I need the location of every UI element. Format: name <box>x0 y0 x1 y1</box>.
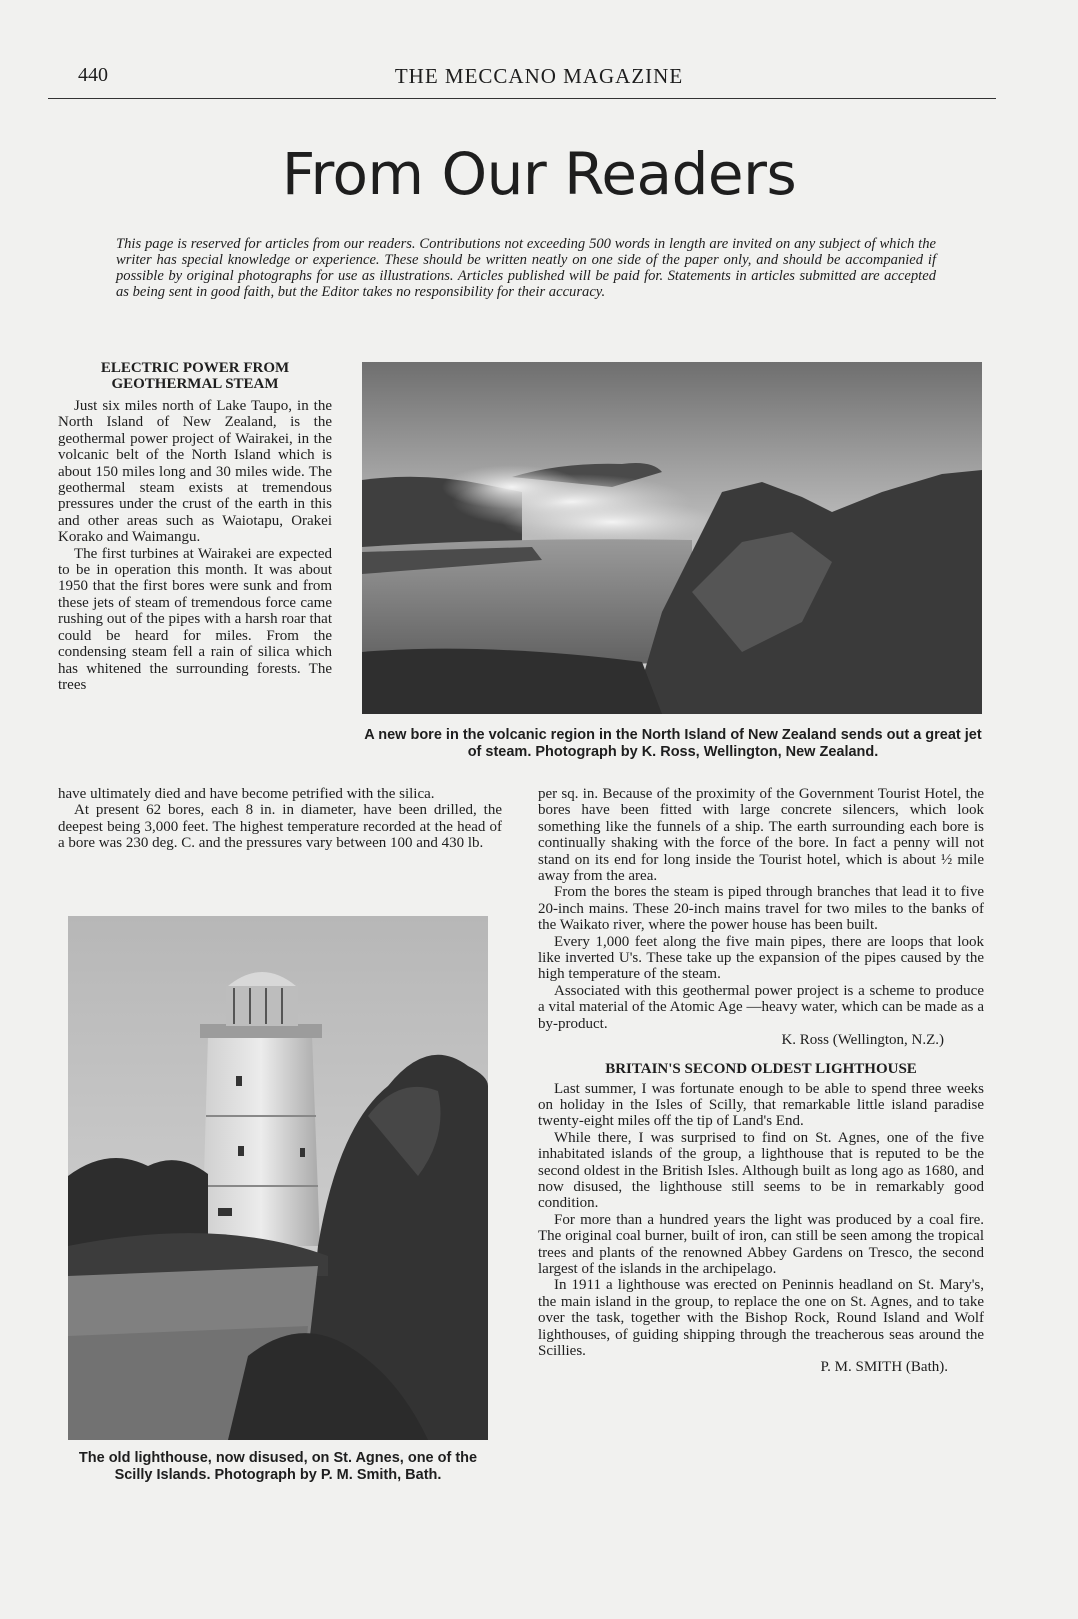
paragraph: Every 1,000 feet along the five main pipes, there are loops that look like inverted U's. These take up the expansion of the pipes caused by the high temperature of the steam. <box>538 933 984 983</box>
page-number: 440 <box>78 64 108 86</box>
paragraph: From the bores the steam is piped through branches that lead it to five 20-inch mains. These 20-inch mains travel for two miles to the banks of the Waikato river, where the power house has been built. <box>538 884 984 934</box>
paragraph: While there, I was surprised to find on St. Agnes, one of the five inhabitated islands of the group, a lighthouse that is reputed to be the second oldest in the British Isles. Although built as long ago as 1680, and now disused, the lighthouse still seems to be in remarkably good condition. <box>538 1129 984 1212</box>
paragraph: In 1911 a lighthouse was erected on Peninnis headland on St. Mary's, the main island in the group, to replace the one on St. Agnes, and to take over the task, together with the Bishop Rock, Round Island and Wolf lighthouses, of guiding shipping through the treacherous seas around the Scillies. <box>538 1277 984 1359</box>
page-title: From Our Readers <box>281 140 797 208</box>
paragraph: Associated with this geothermal power project is a scheme to produce a vital material of the Atomic Age —heavy water, which can be made as a by-product. <box>538 982 984 1032</box>
paragraph: Just six miles north of Lake Taupo, in the North Island of New Zealand, is the geothermal power project of Wairakei, in the volcanic belt of the North Island which is about 150 miles long and 30 miles wide. The geothermal steam exists at tremendous pressures under the crust of the earth in this and other areas such as Waiotapu, Orakei Korako and Waimangu. <box>58 398 332 546</box>
intro-note: This page is reserved for articles from our readers. Contributions not exceeding 500 words in length are invited on any subject of which the writer has special knowledge or experience. These should be written neatly on one side of the paper only, and should be accompanied if possible by original photographs for use as illustrations. Articles published will be paid for. Statements in articles submitted are accepted as being sent in good faith, but the Editor takes no responsibility for their accuracy. <box>116 236 936 300</box>
right-column <box>538 786 984 1376</box>
paragraph: Last summer, I was fortunate enough to be able to spend three weeks on holiday in the Isles of Scilly, that remarkable little island paradise twenty-eight miles off the tip of Land's End. <box>538 1080 984 1130</box>
article-geothermal-column-1 <box>58 360 332 693</box>
paragraph: At present 62 bores, each 8 in. in diameter, have been drilled, the deepest being 3,000 feet. The highest temperature recorded at the head of a bore was 230 deg. C. and the pressures vary between 100 and 430 lb. <box>58 802 502 852</box>
article-geothermal-column-2 <box>58 786 502 852</box>
header-rule <box>48 98 996 99</box>
author-signature: P. M. SMITH (Bath). <box>820 1359 948 1376</box>
steam-bore-photo-caption: A new bore in the volcanic region in the North Island of New Zealand sends out a great jet of steam. Photograph by K. Ross, Wellington, New Zealand. <box>364 727 982 760</box>
paragraph: have ultimately died and have become petrified with the silica. <box>58 786 435 802</box>
paragraph: per sq. in. Because of the proximity of the Government Tourist Hotel, the bores have been fitted with large concrete silencers, which look something like the funnels of a ship. The earth surrounding each bore is continually shaking with the force of the bore. In fact a penny will not stand on its end for long inside the Tourist hotel, which is about ½ mile away from the area. <box>538 786 984 885</box>
lighthouse-illustration <box>68 916 488 1440</box>
lighthouse-photo-caption: The old lighthouse, now disused, on St. Agnes, one of the Scilly Islands. Photograph by P. M. Smith, Bath. <box>78 1450 478 1483</box>
steam-bore-illustration <box>362 362 982 714</box>
article-heading: ELECTRIC POWER FROM GEOTHERMAL STEAM <box>100 360 290 392</box>
paragraph: The first turbines at Wairakei are expected to be in operation this month. It was about 1950 that the first bores were sunk and from these jets of steam of tremendous force came rushing out of the pipes with a harsh roar that could be heard for miles. From the condensing steam fell a rain of silica which has whitened the surrounding forests. The trees <box>58 545 332 693</box>
paragraph: For more than a hundred years the light was produced by a coal fire. The original coal burner, built of iron, can still be seen among the tropical trees and plants of the renowned Abbey Gardens on Tresco, the second largest of the islands in the archipelago. <box>538 1211 984 1277</box>
steam-bore-photo <box>362 362 982 714</box>
running-head: THE MECCANO MAGAZINE <box>394 64 684 88</box>
author-signature: K. Ross (Wellington, N.Z.) <box>781 1032 944 1049</box>
article-heading: BRITAIN'S SECOND OLDEST LIGHTHOUSE <box>605 1060 917 1077</box>
lighthouse-photo <box>68 916 488 1440</box>
